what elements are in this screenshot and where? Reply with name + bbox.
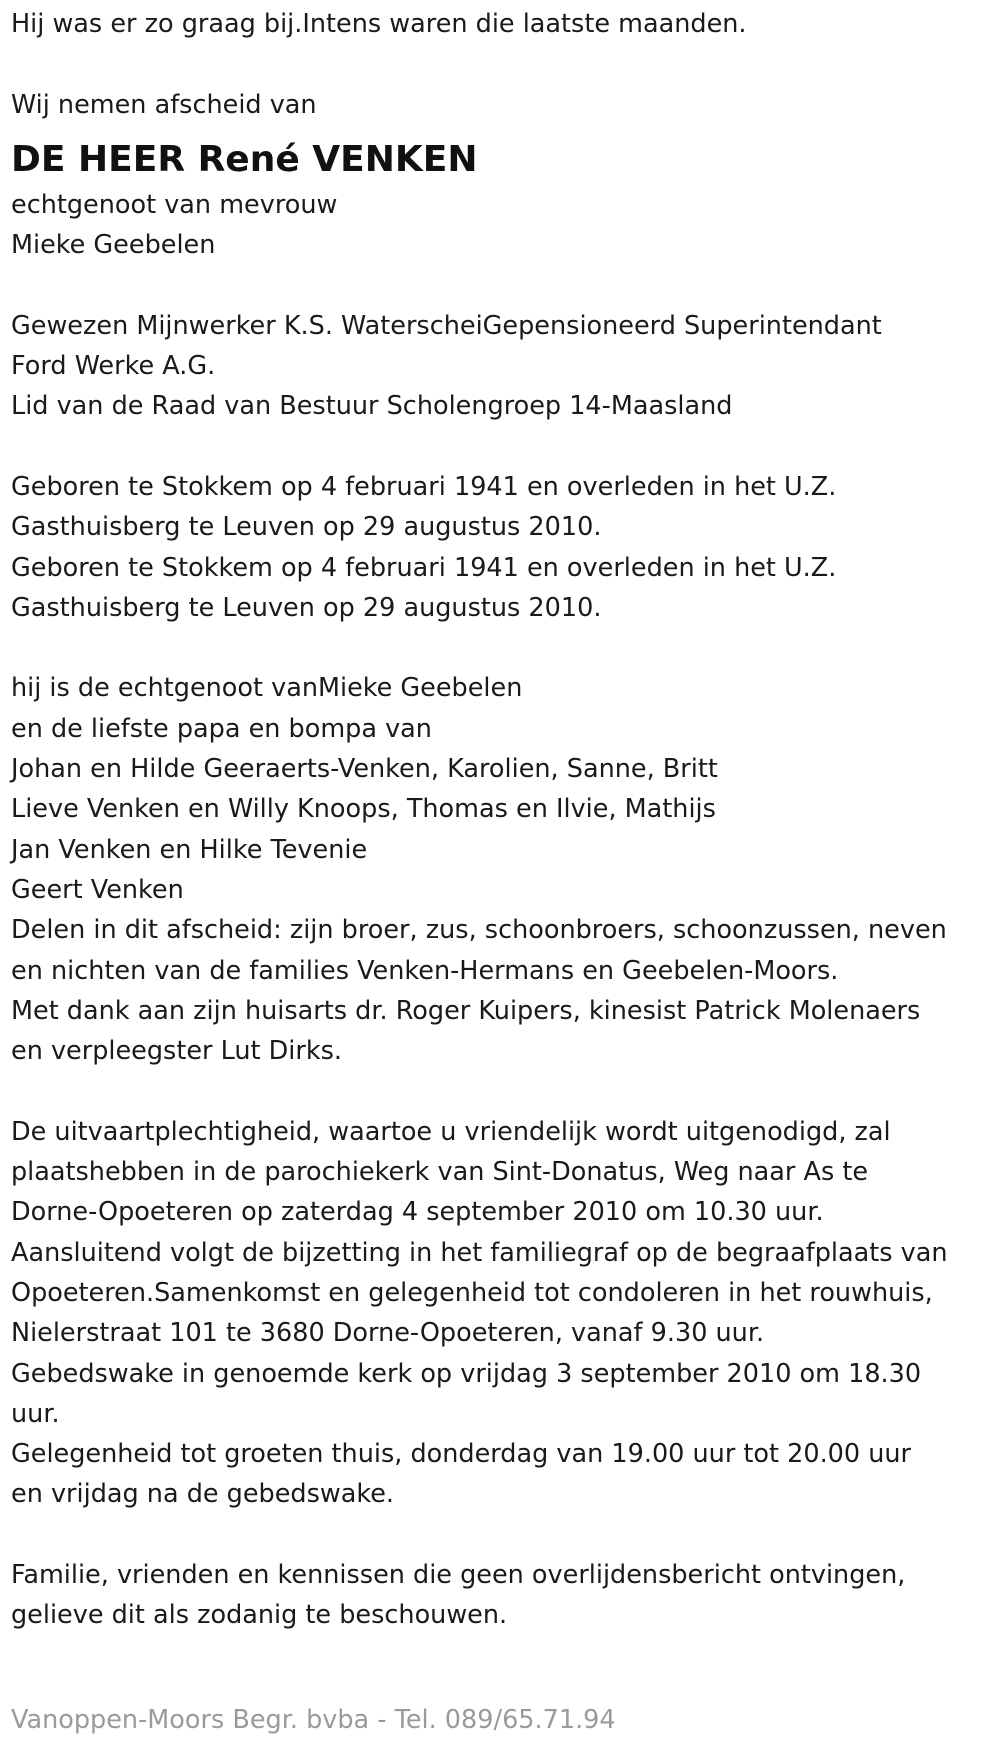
birth-death-line: Geboren te Stokkem op 4 februari 1941 en overleden in het U.Z. (11, 471, 837, 502)
spacer (11, 1071, 996, 1111)
ceremony-line: Gelegenheid tot groeten thuis, donderdag van 19.00 uur tot 20.00 uur (11, 1439, 912, 1470)
ceremony-line: Dorne-Opoeteren op zaterdag 4 september 2010 om 10.30 uur. (11, 1197, 824, 1228)
funeral-home-footer: Vanoppen-Moors Begr. bvba - Tel. 089/65.71.94 (11, 1705, 616, 1735)
spacer (11, 44, 996, 84)
spacer (11, 628, 996, 668)
career-line: Ford Werke A.G. (11, 351, 216, 382)
family-line: en verpleegster Lut Dirks. (11, 1036, 343, 1067)
ceremony-line: Gebedswake in genoemde kerk op vrijdag 3 september 2010 om 18.30 (11, 1358, 922, 1389)
spouse-line: echtgenoot van mevrouw (11, 189, 338, 220)
family-line: Met dank aan zijn huisarts dr. Roger Kuipers, kinesist Patrick Molenaers (11, 995, 921, 1026)
ceremony-line: en vrijdag na de gebedswake. (11, 1479, 395, 1510)
ceremony-line: Opoeteren.Samenkomst en gelegenheid tot condoleren in het rouwhuis, (11, 1277, 933, 1308)
family-line: Jan Venken en Hilke Tevenie (11, 834, 368, 865)
family-line: Geert Venken (11, 874, 184, 905)
ceremony-line: uur. (11, 1398, 60, 1429)
family-line: en de liefste papa en bompa van (11, 713, 432, 744)
spacer (11, 265, 996, 305)
birth-death-line: Gasthuisberg te Leuven op 29 augustus 2010. (11, 512, 602, 543)
family-line: hij is de echtgenoot vanMieke Geebelen (11, 673, 523, 704)
spouse-line: Mieke Geebelen (11, 230, 216, 261)
birth-death-line: Gasthuisberg te Leuven op 29 augustus 2010. (11, 592, 602, 623)
family-line: Lieve Venken en Willy Knoops, Thomas en Ilvie, Mathijs (11, 794, 716, 825)
family-line: en nichten van de families Venken-Hermans en Geebelen-Moors. (11, 955, 839, 986)
ceremony-line: De uitvaartplechtigheid, waartoe u vriendelijk wordt uitgenodigd, zal (11, 1116, 891, 1147)
closing-line: gelieve dit als zodanig te beschouwen. (11, 1600, 508, 1631)
career-line: Lid van de Raad van Bestuur Scholengroep 14-Maasland (11, 391, 733, 422)
obituary-notice (11, 4, 996, 1636)
ceremony-line: Aansluitend volgt de bijzetting in het familiegraf op de begraafplaats van (11, 1237, 948, 1268)
spacer (11, 1515, 996, 1555)
career-line: Gewezen Mijnwerker K.S. WaterscheiGepensioneerd Superintendant (11, 310, 882, 341)
ceremony-line: Nielerstraat 101 te 3680 Dorne-Opoeteren, vanaf 9.30 uur. (11, 1318, 765, 1349)
ceremony-line: plaatshebben in de parochiekerk van Sint-Donatus, Weg naar As te (11, 1157, 869, 1188)
family-line: Johan en Hilde Geeraerts-Venken, Karolien, Sanne, Britt (11, 754, 718, 785)
closing-line: Familie, vrienden en kennissen die geen overlijdensbericht ontvingen, (11, 1559, 906, 1590)
intro-line: Hij was er zo graag bij.Intens waren die laatste maanden. (11, 9, 747, 39)
family-line: Delen in dit afscheid: zijn broer, zus, schoonbroers, schoonzussen, neven (11, 915, 947, 946)
birth-death-line: Geboren te Stokkem op 4 februari 1941 en overleden in het U.Z. (11, 552, 837, 583)
intro-line: Wij nemen afscheid van (11, 89, 317, 120)
spacer (11, 427, 996, 467)
deceased-name: DE HEER René VENKEN (11, 138, 478, 180)
